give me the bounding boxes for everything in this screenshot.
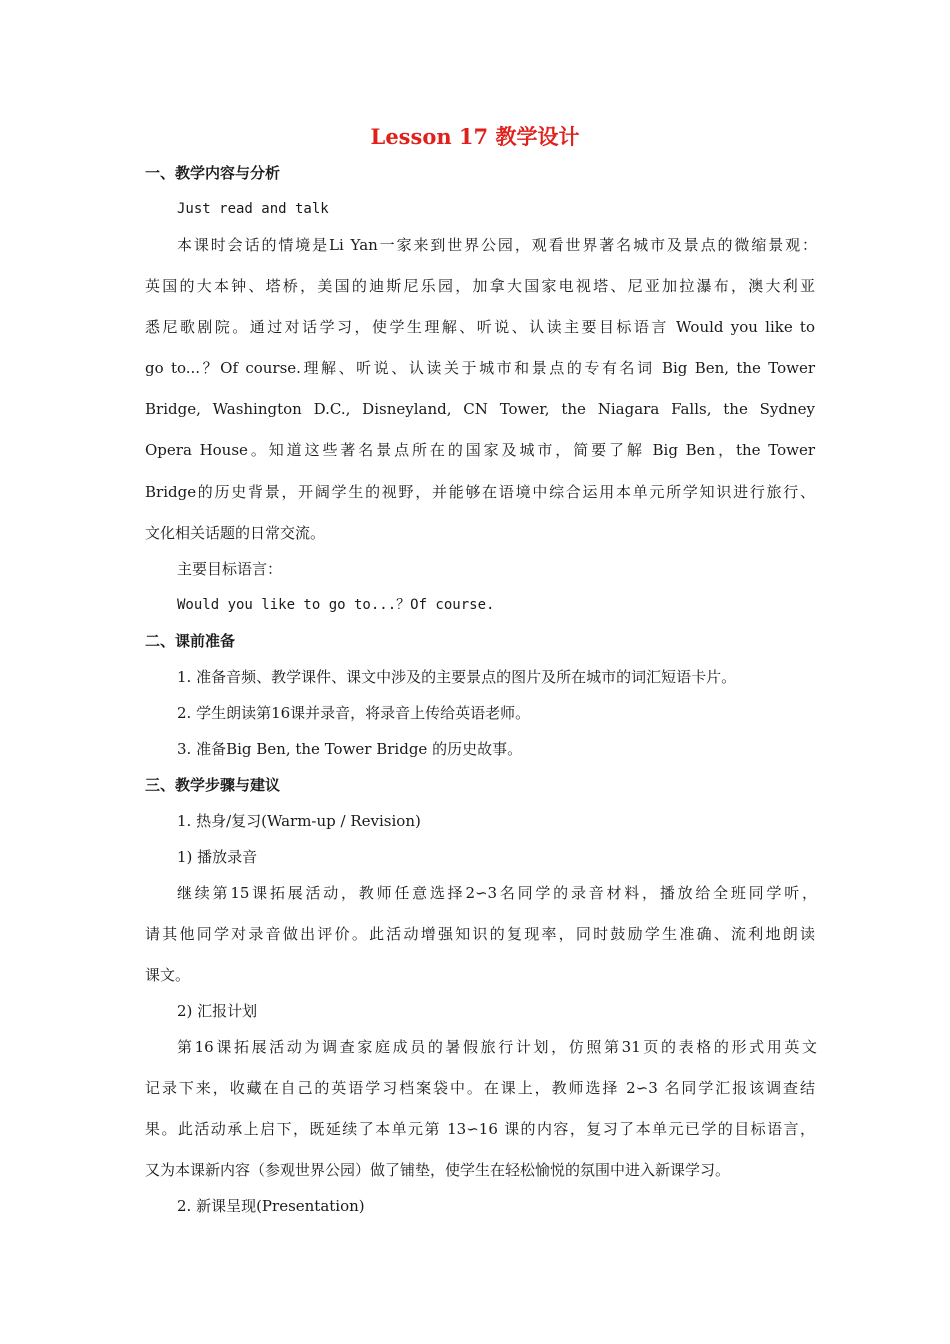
paragraph-line: 第16课拓展活动为调查家庭成员的暑假旅行计划，仿照第31页的表格的形式用英文 [177,1038,817,1056]
section-heading-teaching-steps: 三、教学步骤与建议 [145,776,281,794]
list-item: 2. 新课呈现(Presentation) [177,1197,365,1215]
list-item: 3. 准备Big Ben, the Tower Bridge 的历史故事。 [177,740,523,758]
paragraph-line: 继续第15课拓展活动，教师任意选择2∽3名同学的录音材料，播放给全班同学听， [177,884,817,902]
list-item: 1. 准备音频、教学课件、课文中涉及的主要景点的图片及所在城市的词汇短语卡片。 [177,668,737,686]
paragraph-line: 文化相关话题的日常交流。 [145,524,326,542]
paragraph-line: 记录下来，收藏在自己的英语学习档案袋中。在课上，教师选择 2∽3 名同学汇报该调查结 [145,1079,815,1097]
paragraph-line: 果。此活动承上启下，既延续了本单元第 13∽16 课的内容，复习了本单元已学的目标语言， [145,1120,815,1138]
paragraph-line: 主要目标语言： [177,560,283,578]
paragraph-line: 又为本课新内容（参观世界公园）做了铺垫，使学生在轻松愉悦的氛围中进入新课学习。 [145,1161,731,1179]
section-heading-preparation: 二、课前准备 [145,632,236,650]
paragraph-line: Bridge, Washington D.C., Disneyland, CN Tower, the Niagara Falls, the Sydney [145,400,815,418]
paragraph-line: Would you like to go to...？Of course. [177,597,495,613]
paragraph-line: 悉尼歌剧院。通过对话学习，使学生理解、听说、认读主要目标语言 Would you like to [145,318,815,336]
sub-list-item: 1) 播放录音 [177,848,258,866]
paragraph-line: Just read and talk [177,201,329,217]
paragraph-line: Bridge的历史背景，开阔学生的视野，并能够在语境中综合运用本单元所学知识进行旅行、 [145,483,815,501]
sub-list-item: 2) 汇报计划 [177,1002,258,1020]
list-item: 2. 学生朗读第16课并录音，将录音上传给英语老师。 [177,704,531,722]
paragraph-line: 本课时会话的情境是Li Yan一家来到世界公园，观看世界著名城市及景点的微缩景观： [177,236,817,254]
paragraph-line: Opera House。知道这些著名景点所在的国家及城市，简要了解 Big Ben，the Tower [145,441,815,459]
paragraph-line: 英国的大本钟、塔桥，美国的迪斯尼乐园，加拿大国家电视塔、尼亚加拉瀑布，澳大利亚 [145,277,815,295]
section-heading-content-analysis: 一、教学内容与分析 [145,164,281,182]
paragraph-line: 课文。 [145,966,191,984]
paragraph-line: 请其他同学对录音做出评价。此活动增强知识的复现率，同时鼓励学生准确、流利地朗读 [145,925,815,943]
list-item: 1. 热身/复习(Warm-up / Revision) [177,812,421,830]
document-title: Lesson 17 教学设计 [370,124,580,149]
paragraph-line: go to...？Of course.理解、听说、认读关于城市和景点的专有名词 Big Ben, the Tower [145,359,815,377]
